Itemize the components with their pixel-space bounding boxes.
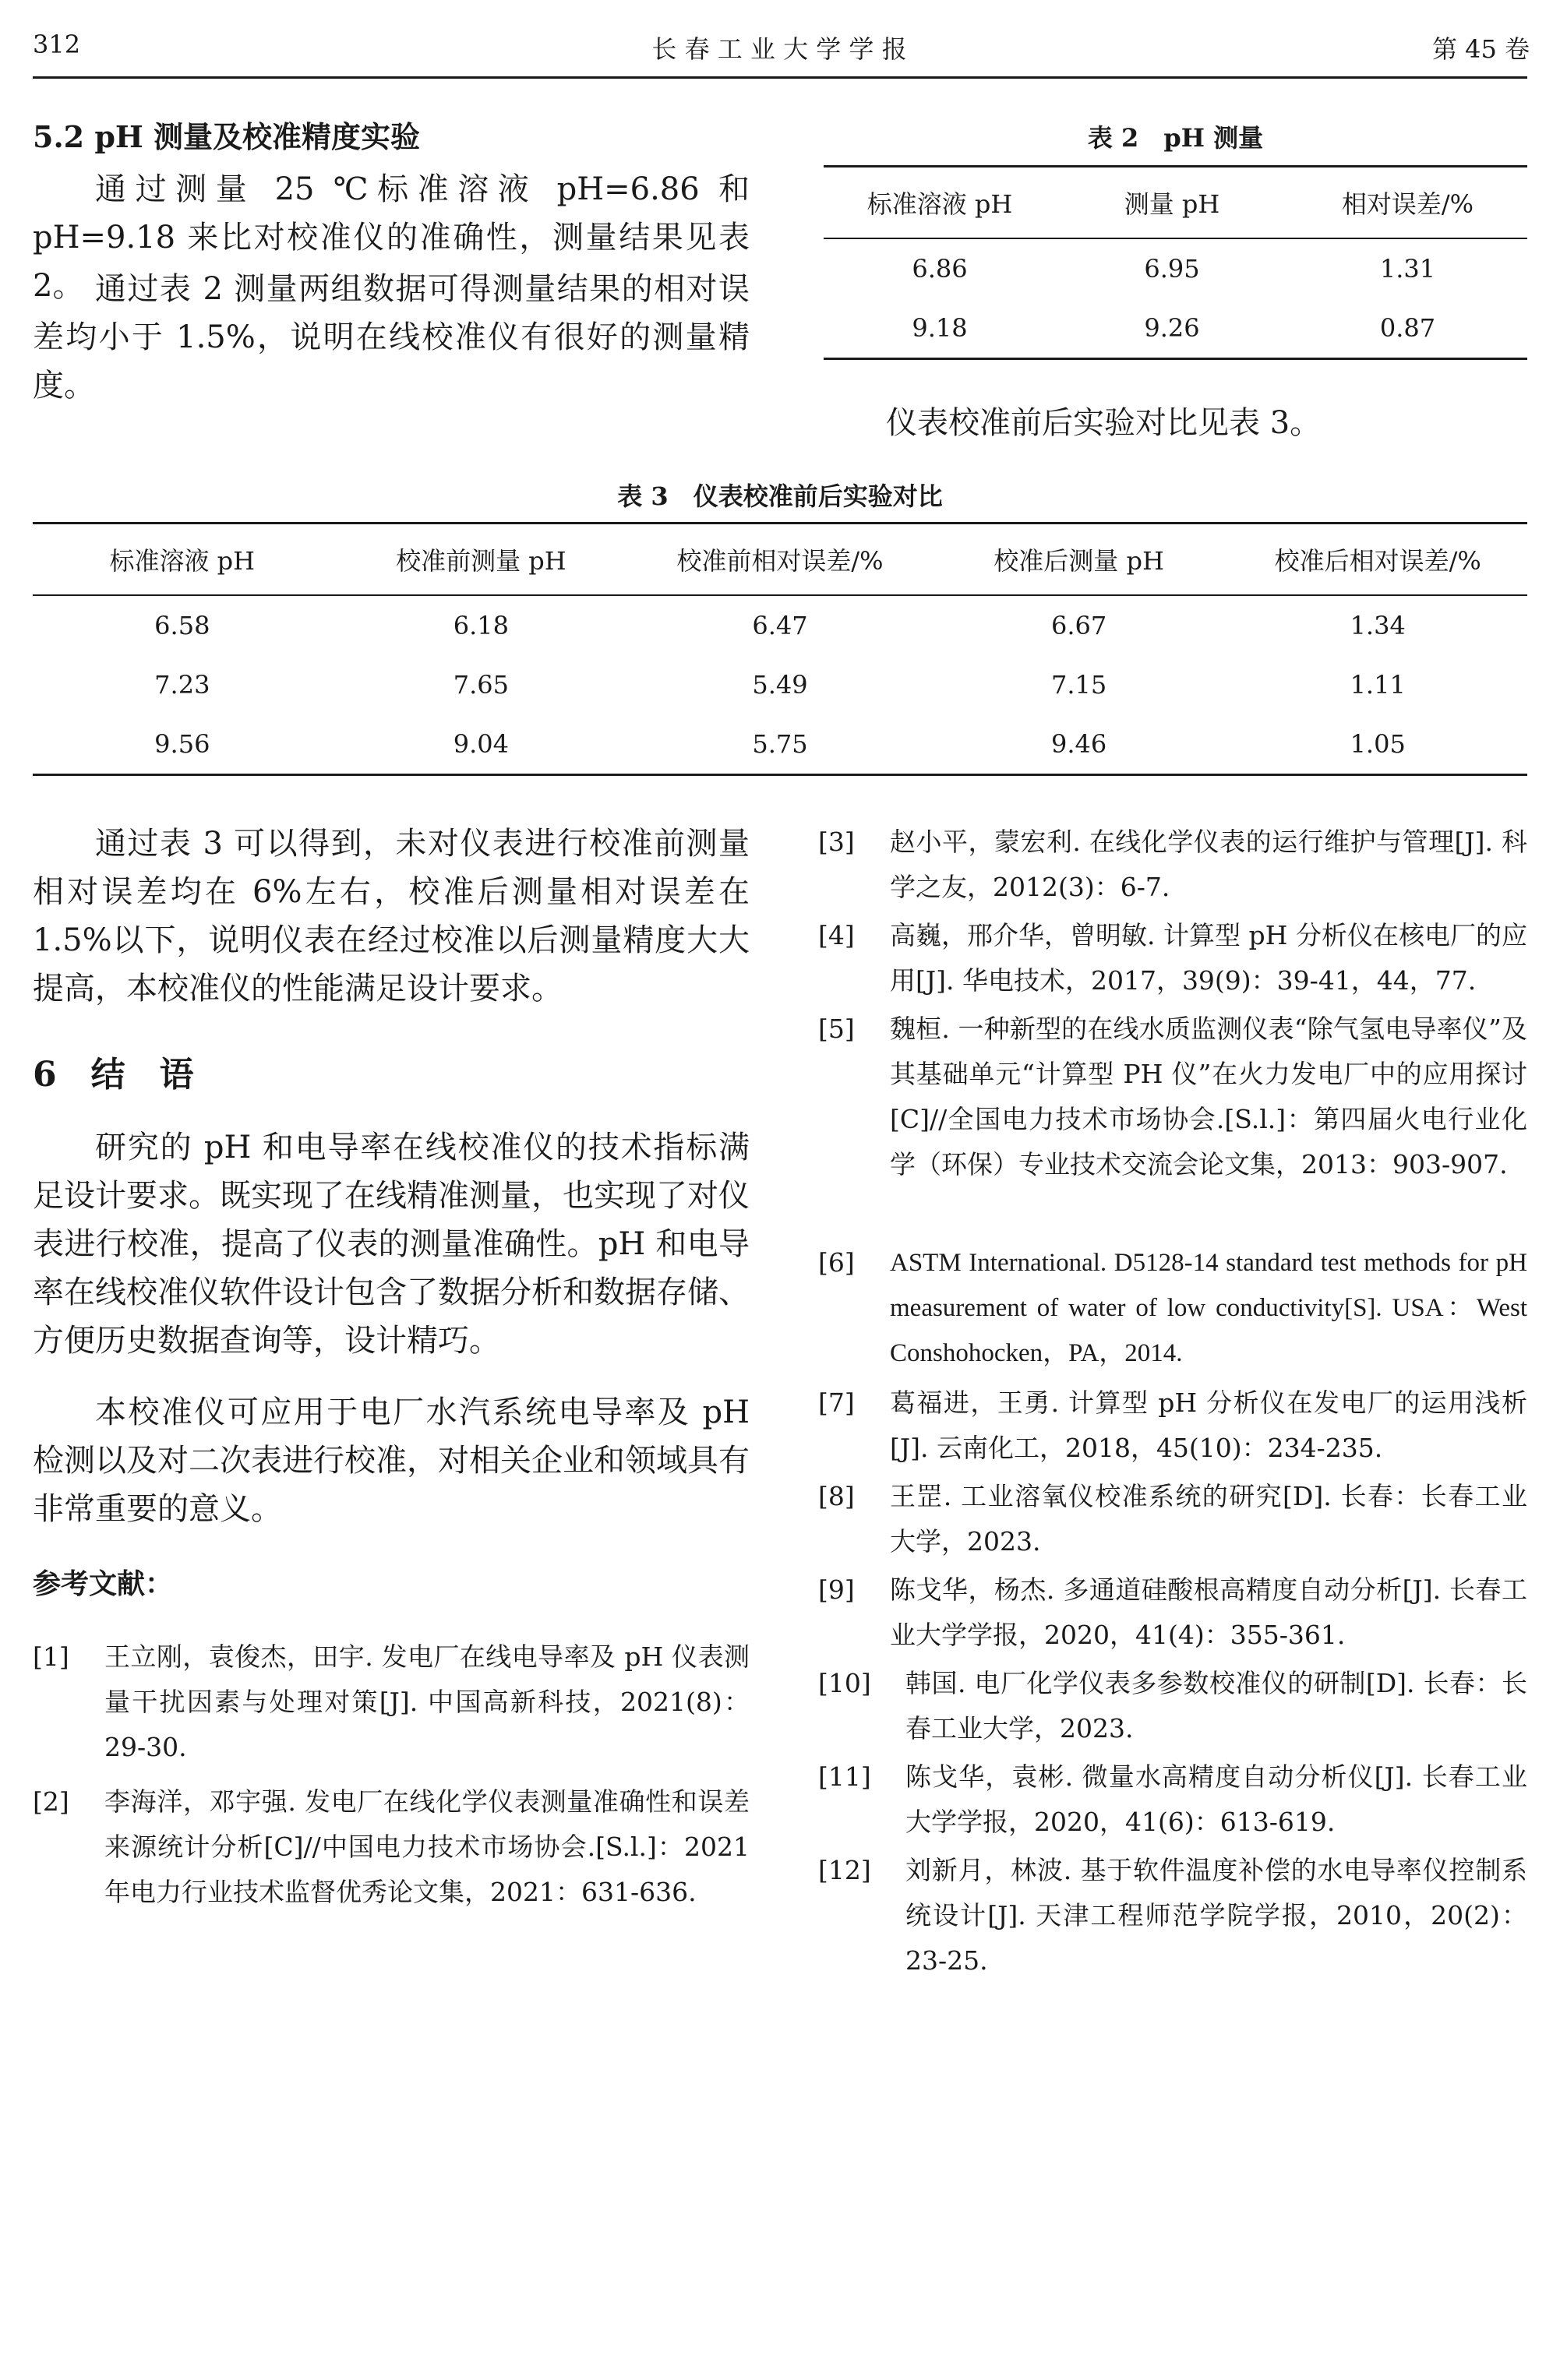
table-cell: 1.31 [1379,254,1436,284]
table-cell: 9.46 [930,714,1229,775]
table-row [33,714,1527,775]
header-rule [33,76,1527,79]
reference-item [818,1848,1527,1983]
reference-item [818,1754,1527,1845]
table-3-header-cell: 校准后相对误差/% [1228,524,1527,596]
table-cell: 6.95 [1144,254,1200,284]
references-heading: 参考文献： [33,1567,174,1600]
reference-text: 高巍，邢介华，曾明敏. 计算型 pH 分析仪在核电厂的应用[J]. 华电技术，2017，39(9)：39-41，44，77. [890,920,1527,996]
table-cell: 7.15 [1050,670,1107,700]
reference-text: 李海洋，邓宇强. 发电厂在线化学仪表测量准确性和误差来源统计分析[C]//中国电力技术市场协会.[S.l.]：2021 年电力行业技术监督优秀论文集，2021：631-636. [104,1786,750,1907]
table-cell: 0.87 [1288,298,1527,359]
reference-number: [1] [33,1641,69,1672]
table-cell: 5.75 [630,714,930,775]
table-cell: 9.18 [824,298,1056,359]
reference-text: 陈戈华，杨杰. 多通道硅酸根高精度自动分析[J]. 长春工业大学学报，2020，41(4)：355-361. [890,1574,1527,1650]
table-3-intro: 仪表校准前后实验对比见表 3。 [886,405,1322,441]
section-5-2-heading: 5.2 pH 测量及校准精度实验 [33,119,421,154]
reference-item [818,820,1527,910]
table-cell: 7.65 [453,670,510,700]
table-2-header-cell: 测量 pH [1056,167,1288,239]
table-3-header-row [33,524,1527,596]
table-cell: 9.04 [332,714,631,775]
reference-number: [2] [33,1786,69,1817]
table-cell: 9.56 [33,714,332,775]
reference-number: [11] [818,1761,871,1792]
table-cell: 5.49 [752,670,808,700]
reference-text: 魏桓. 一种新型的在线水质监测仪表“除气氢电导率仪”及其基础单元“计算型 PH 仪”在火力发电厂中的应用探讨[C]//全国电力技术市场协会.[S.l.]：第四届火电行业化学（环保）专业技术交流会论文集，2013：903-907. [890,1014,1527,1179]
reference-item [33,1634,750,1770]
table-cell: 9.26 [1056,298,1288,359]
reference-number: [6] [818,1247,855,1278]
table-3-header-cell: 校准前测量 pH [332,524,631,596]
table-3-conclusion: 通过表 3 可以得到，未对仪表进行校准前测量相对误差均在 6%左右，校准后测量相对误差在 1.5%以下，说明仪表在经过校准以后测量精度大大提高，本校准仪的性能满足设计要求。 [33,826,750,1007]
reference-number: [5] [818,1014,855,1044]
reference-item [818,1240,1527,1376]
reference-text: 刘新月，林波. 基于软件温度补偿的水电导率仪控制系统设计[J]. 天津工程师范学院学报，2010，20(2)：23-25. [905,1855,1527,1976]
reference-text: 葛福进，王勇. 计算型 pH 分析仪在发电厂的运用浅析[J]. 云南化工，2018，45(10)：234-235. [890,1387,1527,1463]
reference-item [33,1779,750,1960]
table-3-header-cell: 校准后测量 pH [930,524,1229,596]
table-2-header-cell: 相对误差/% [1288,167,1527,239]
reference-item [818,1474,1527,1564]
table-2 [824,165,1527,360]
reference-number: [10] [818,1668,871,1698]
reference-item [818,1567,1527,1658]
journal-title: 长 春 工 业 大 学 学 报 [651,34,907,64]
table-cell: 6.18 [453,611,510,640]
reference-text: 陈戈华，袁彬. 微量水高精度自动分析仪[J]. 长春工业大学学报，2020，41(6)：613-619. [905,1761,1527,1837]
table-cell: 1.11 [1350,670,1406,700]
table-cell: 6.86 [912,254,968,284]
reference-item [818,1661,1527,1751]
table-3-header-cell: 校准前相对误差/% [630,524,930,596]
table-cell: 7.23 [154,670,210,700]
reference-number: [4] [818,920,855,950]
table-3 [33,522,1527,776]
volume-label: 第 45 卷 [1432,34,1530,64]
table-cell: 6.67 [1050,611,1107,640]
table-cell: 1.34 [1350,611,1406,640]
reference-item [818,1007,1527,1232]
page-number: 312 [33,30,81,59]
table-2-header-row [824,167,1527,239]
table-row [824,238,1527,298]
reference-number: [12] [818,1855,871,1885]
reference-item [818,1380,1527,1471]
reference-text: 王立刚，袁俊杰，田宇. 发电厂在线电导率及 pH 仪表测量干扰因素与处理对策[J]. 中国高新科技，2021(8)：29-30. [104,1641,750,1762]
reference-item [818,913,1527,1003]
section-6-para-2: 本校准仪可应用于电厂水汽系统电导率及 pH 检测以及对二次表进行校准，对相关企业和领域具有非常重要的意义。 [33,1395,750,1527]
table-3-header-cell: 标准溶液 pH [33,524,332,596]
section-5-2-para-1: 通过测量 25 ℃标准溶液 pH=6.86 和 pH=9.18 来比对校准仪的准确性，测量结果见表 2。 [33,171,750,304]
reference-number: [8] [818,1481,855,1511]
table-2-header-cell: 标准溶液 pH [824,167,1056,239]
table-row [33,655,1527,714]
table-3-caption: 表 3 仪表校准前后实验对比 [617,481,943,511]
reference-text: 赵小平，蒙宏利. 在线化学仪表的运行维护与管理[J]. 科学之友，2012(3)：6-7. [890,827,1527,902]
table-row [824,298,1527,359]
reference-text: 韩国. 电厂化学仪表多参数校准仪的研制[D]. 长春：长春工业大学，2023. [905,1668,1527,1744]
reference-text: ASTM International. D5128-14 standard test methods for pH measurement of water of low conductivity[S]. USA：West Conshohocken，PA，2014. [890,1249,1527,1367]
section-5-2-para-2: 通过表 2 测量两组数据可得测量结果的相对误差均小于 1.5%，说明在线校准仪有很好的测量精度。 [33,271,750,404]
table-cell: 6.58 [154,611,210,640]
reference-number: [9] [818,1574,855,1605]
section-6-para-1: 研究的 pH 和电导率在线校准仪的技术指标满足设计要求。既实现了在线精准测量，也实现了对仪表进行校准，提高了仪表的测量准确性。pH 和电导率在线校准仪软件设计包含了数据分析和数据存储、方便历史数据查询等，设计精巧。 [33,1130,750,1359]
table-cell: 6.47 [752,611,808,640]
table-cell: 1.05 [1228,714,1527,775]
reference-text: 王罡. 工业溶氧仪校准系统的研究[D]. 长春：长春工业大学，2023. [890,1481,1527,1557]
table-row [33,595,1527,655]
reference-number: [3] [818,827,855,857]
reference-number: [7] [818,1387,855,1418]
section-6-heading: 6 结 语 [33,1055,194,1095]
table-2-caption: 表 2 pH 测量 [1087,123,1264,153]
